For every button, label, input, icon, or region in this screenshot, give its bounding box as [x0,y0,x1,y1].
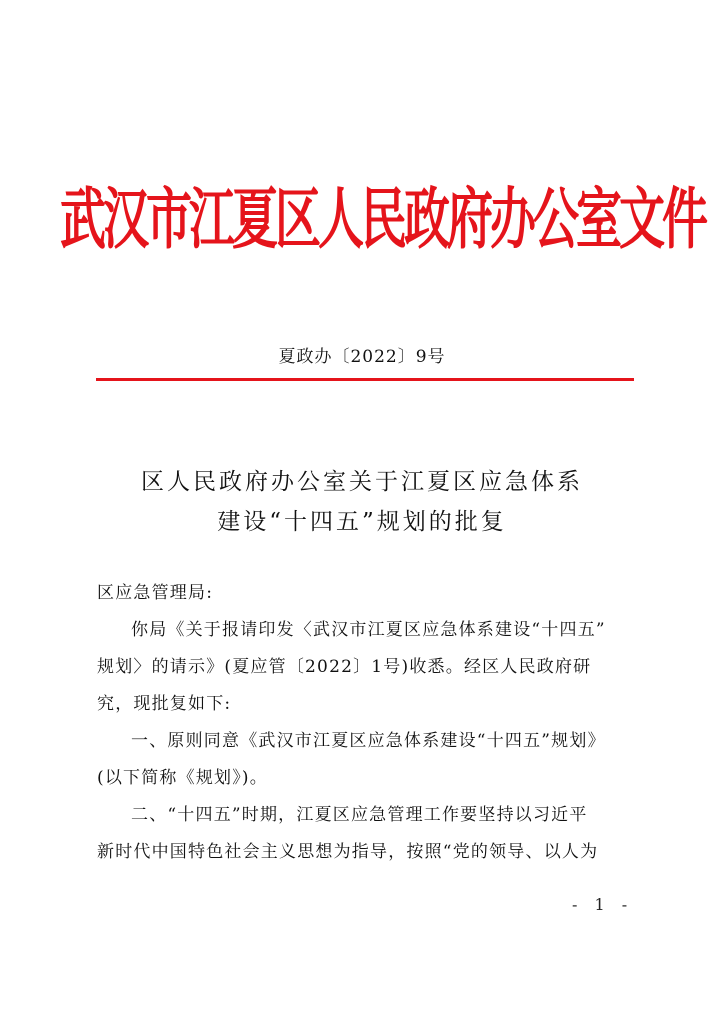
addressee: 区应急管理局: [97,583,214,603]
paragraph-2-line-2: (以下简称《规划》)。 [97,768,268,788]
document-title-line-1: 区人民政府办公室关于江夏区应急体系 [141,469,583,495]
issuing-office-header: 武汉市江夏区人民政府办公室文件 [60,179,705,258]
document-title-line-2: 建设“十四五”规划的批复 [217,509,507,535]
paragraph-1-line-2: 规划〉的请示》(夏应管〔2022〕1号)收悉。经区人民政府研 [97,657,592,677]
page-number: - 1 - [572,895,634,914]
paragraph-2-line-1: 一、原则同意《武汉市江夏区应急体系建设“十四五”规划》 [131,731,606,751]
document-number: 夏政办〔2022〕9号 [278,347,446,367]
red-separator-line [96,378,634,381]
paragraph-3-line-2: 新时代中国特色社会主义思想为指导，按照“党的领导、以人为 [97,842,599,862]
paragraph-1-line-3: 究，现批复如下: [97,694,232,714]
paragraph-1-line-1: 你局《关于报请印发〈武汉市江夏区应急体系建设“十四五” [131,620,606,640]
paragraph-3-line-1: 二、“十四五”时期，江夏区应急管理工作要坚持以习近平 [131,805,588,825]
